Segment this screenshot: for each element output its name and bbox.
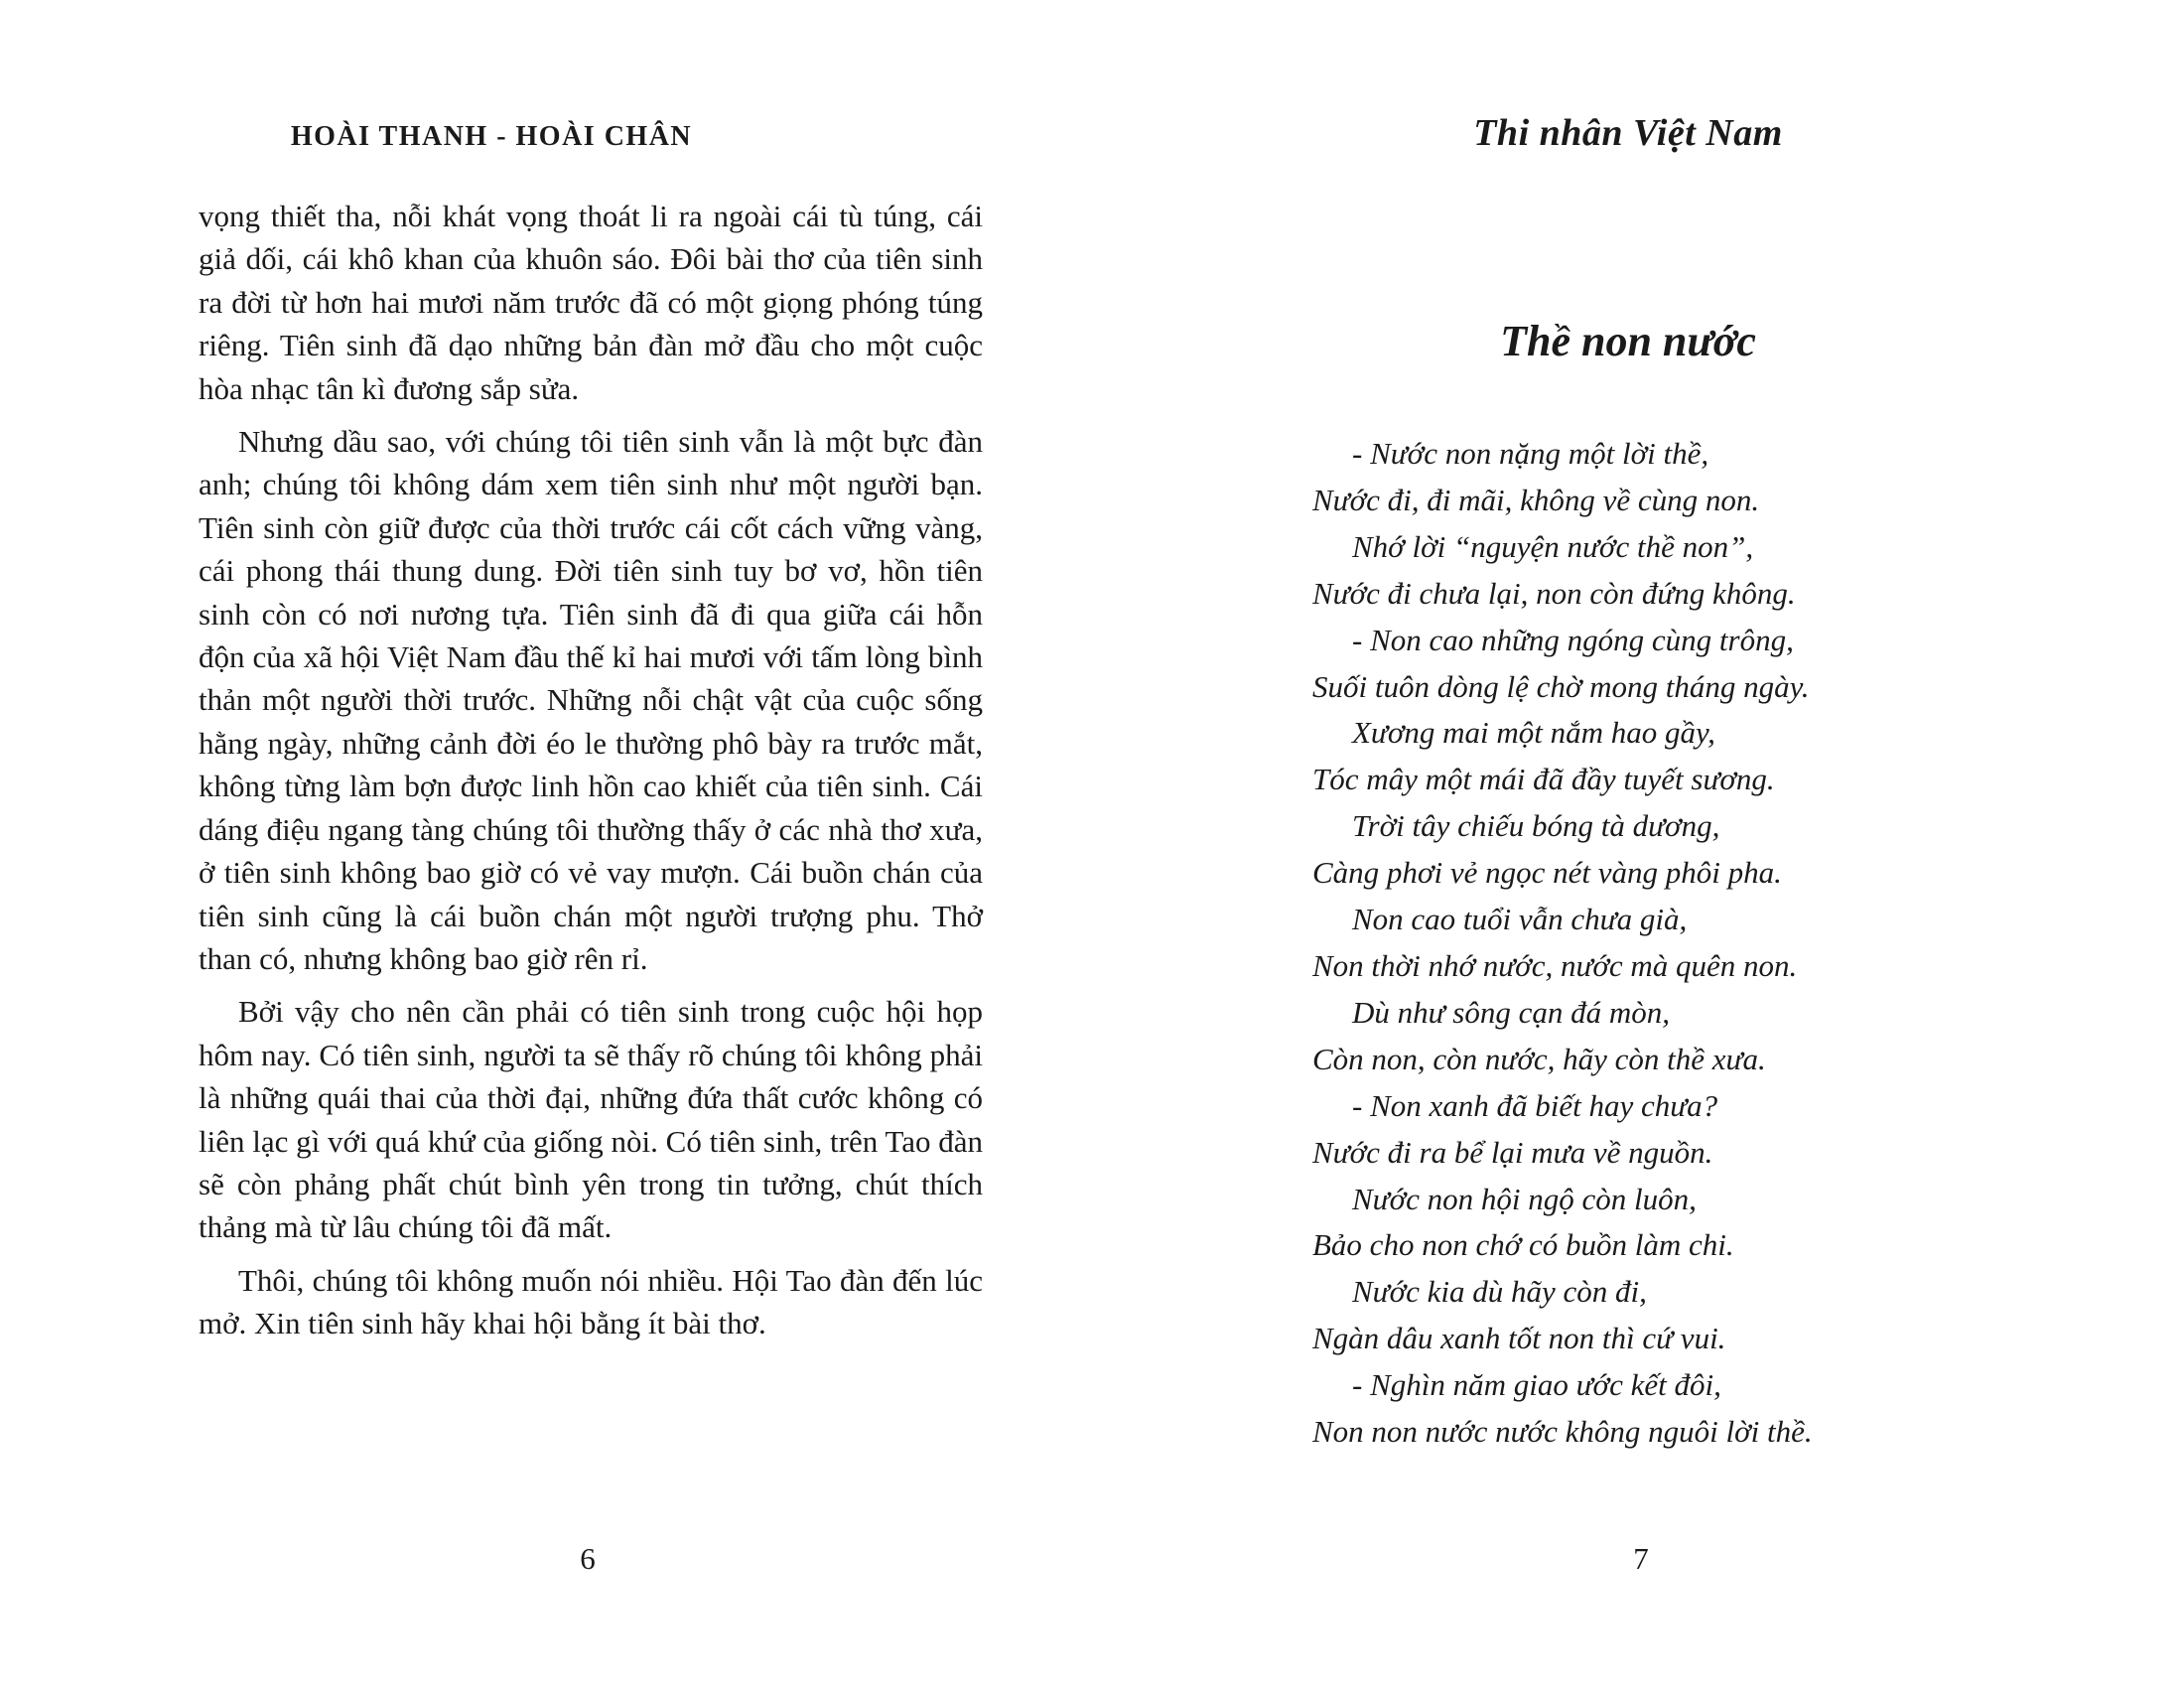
poem-line: Càng phơi vẻ ngọc nét vàng phôi pha. [1312,855,1782,891]
body-text [199,195,983,1355]
poem-line: Nước đi ra bể lại mưa về nguồn. [1312,1134,1713,1170]
poem-line: - Non xanh đã biết hay chưa? [1352,1087,1718,1123]
poem-line: Nước đi, đi mãi, không về cùng non. [1312,482,1760,517]
poem-line: Ngàn dâu xanh tốt non thì cứ vui. [1312,1321,1726,1356]
paragraph: Nhưng dầu sao, với chúng tôi tiên sinh vẫn là một bực đàn anh; chúng tôi không dám xem tiên sinh như một người bạn. Tiên sinh còn giữ được của thời trước cái cốt cách vững vàng, cái phong thái thung dung. Đời tiên sinh tuy bơ vơ, hồn tiên sinh còn có nơi nương tựa. Tiên sinh đã đi qua giữa cái hỗn độn của xã hội Việt Nam đầu thế kỉ hai mươi với tấm lòng bình thản một người thời trước. Những nỗi chật vật của cuộc sống hằng ngày, những cảnh đời éo le thường phô bày ra trước mắt, không từng làm bợn được linh hồn cao khiết của tiên sinh. Cái dáng điệu ngang tàng chúng tôi thường thấy ở các nhà thơ xưa, ở tiên sinh không bao giờ có vẻ vay mượn. Cái buồn chán của tiên sinh cũng là cái buồn chán một người trượng phu. Thở than có, nhưng không bao giờ rên rỉ. [199,424,983,976]
poem-line: Bảo cho non chớ có buồn làm chi. [1312,1227,1734,1263]
poem-line: Xương mai một nắm hao gầy, [1352,715,1715,751]
poem-line: Nước kia dù hãy còn đi, [1352,1274,1647,1310]
running-header: HOÀI THANH - HOÀI CHÂN [290,121,693,152]
paragraph: Bởi vậy cho nên cần phải có tiên sinh trong cuộc hội họp hôm nay. Có tiên sinh, người ta sẽ thấy rõ chúng tôi không phải là những quái thai của thời đại, những đứa thất cước không có liên lạc gì với quá khứ của giống nòi. Có tiên sinh, trên Tao đàn sẽ còn phảng phất chút bình yên trong tin tưởng, chút thích thảng mà từ lâu chúng tôi đã mất. [199,994,983,1245]
poem-line: Non non nước nước không nguôi lời thề. [1312,1414,1813,1450]
poem-line: Nước non hội ngộ còn luôn, [1352,1181,1697,1216]
poem [1312,431,2027,1456]
poem-line: - Nước non nặng một lời thề, [1352,436,1709,471]
poem-line: Còn non, còn nước, hãy còn thề xưa. [1312,1041,1766,1076]
poem-line: Tóc mây một mái đã đầy tuyết sương. [1312,762,1775,797]
poem-line: - Nghìn năm giao ước kết đôi, [1352,1367,1721,1403]
poem-line: Suối tuôn dòng lệ chờ mong tháng ngày. [1312,668,1810,704]
paragraph: vọng thiết tha, nỗi khát vọng thoát li ra ngoài cái tù túng, cái giả dối, cái khô khan của khuôn sáo. Đôi bài thơ của tiên sinh ra đời từ hơn hai mươi năm trước đã có một giọng phóng túng riêng. Tiên sinh đã dạo những bản đàn mở đầu cho một cuộc hòa nhạc tân kì đương sắp sửa. [199,199,983,406]
poem-line: Trời tây chiếu bóng tà dương, [1352,808,1720,844]
poem-line: Non cao tuổi vẫn chưa già, [1352,902,1688,937]
poem-line: Dù như sông cạn đá mòn, [1352,994,1671,1030]
poem-line: Nhớ lời “nguyện nước thề non”, [1352,528,1754,564]
page-number: 6 [580,1541,596,1576]
right-page [1092,0,2184,1688]
poem-line: Nước đi chưa lại, non còn đứng không. [1312,575,1796,611]
page-number: 7 [1633,1541,1649,1576]
poem-title: Thề non nước [1500,317,1756,365]
book-title: Thi nhân Việt Nam [1473,112,1783,154]
paragraph: Thôi, chúng tôi không muốn nói nhiều. Hội Tao đàn đến lúc mở. Xin tiên sinh hãy khai hội bằng ít bài thơ. [199,1262,983,1341]
poem-line: - Non cao những ngóng cùng trông, [1352,622,1794,657]
poem-line: Non thời nhớ nước, nước mà quên non. [1312,947,1798,983]
